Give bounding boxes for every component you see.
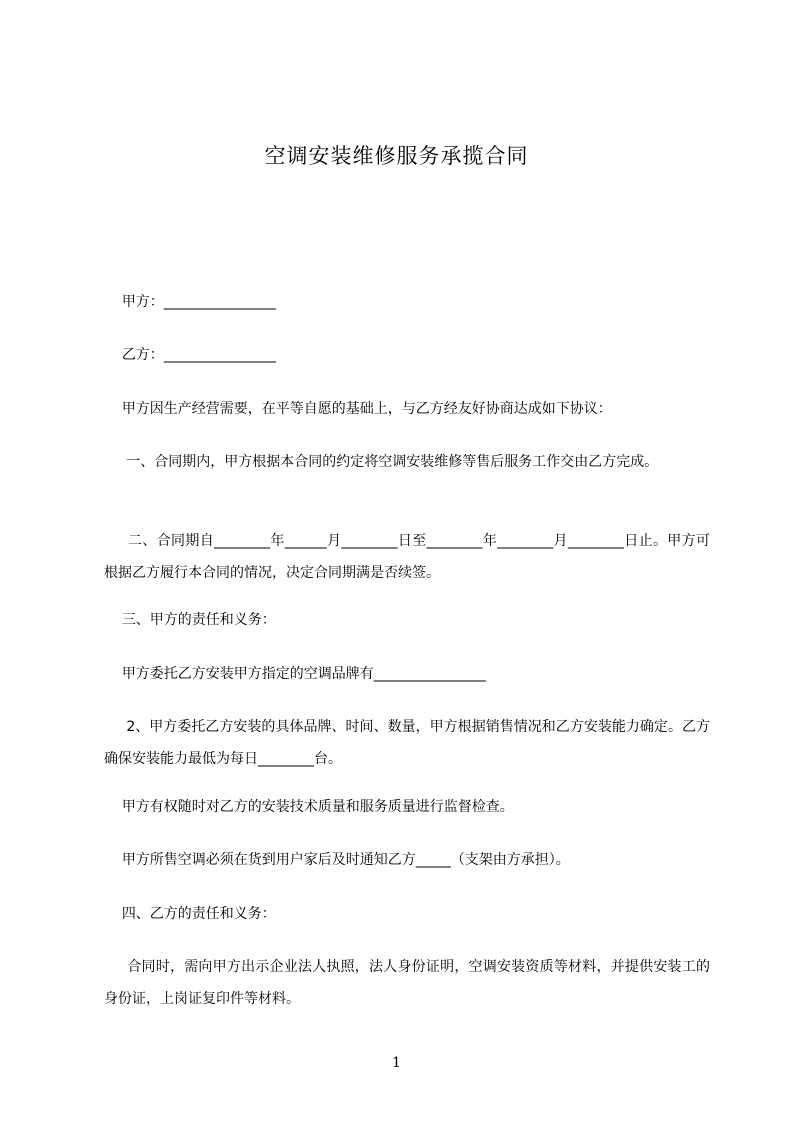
clause-4-heading: 四、乙方的责任和义务： (104, 906, 276, 922)
document-title: 空调安装维修服务承揽合同 (264, 144, 529, 168)
brand-designation-paragraph: 甲方委托乙方安装甲方指定的空调品牌有________________ (104, 666, 486, 682)
page-number: 1 (392, 1055, 401, 1071)
party-b-line: 乙方：________________ (104, 347, 276, 363)
party-b-documents-paragraph: 合同时，需向甲方出示企业法人执照，法人身份证明，空调安装资质等材料，并提供安装工的身份证，上岗证复印件等材料。 (104, 959, 710, 1007)
clause-1-paragraph: 一、合同期内，甲方根据本合同的约定将空调安装维修等售后服务工作交由乙方完成。 (104, 454, 659, 470)
installation-capacity-paragraph: 2、甲方委托乙方安装的具体品牌、时间、数量，甲方根据销售情况和乙方安装能力确定。乙方确保安装能力最低为每日________台。 (104, 719, 710, 767)
clause-3-heading: 三、甲方的责任和义务： (104, 612, 276, 628)
delivery-notice-paragraph: 甲方所售空调必须在货到用户家后及时通知乙方_____（支架由方承担）。 (104, 852, 570, 868)
preamble-paragraph: 甲方因生产经营需要，在平等自愿的基础上，与乙方经友好协商达成如下协议： (104, 401, 612, 417)
clause-2-paragraph: 二、合同期自________年______月________日至________年________月________日止。甲方可根据乙方履行本合同的情况，决定合同期满是否续签。 (104, 533, 710, 581)
party-a-line: 甲方：________________ (104, 294, 276, 310)
supervision-paragraph: 甲方有权随时对乙方的安装技术质量和服务质量进行监督检查。 (104, 799, 514, 815)
